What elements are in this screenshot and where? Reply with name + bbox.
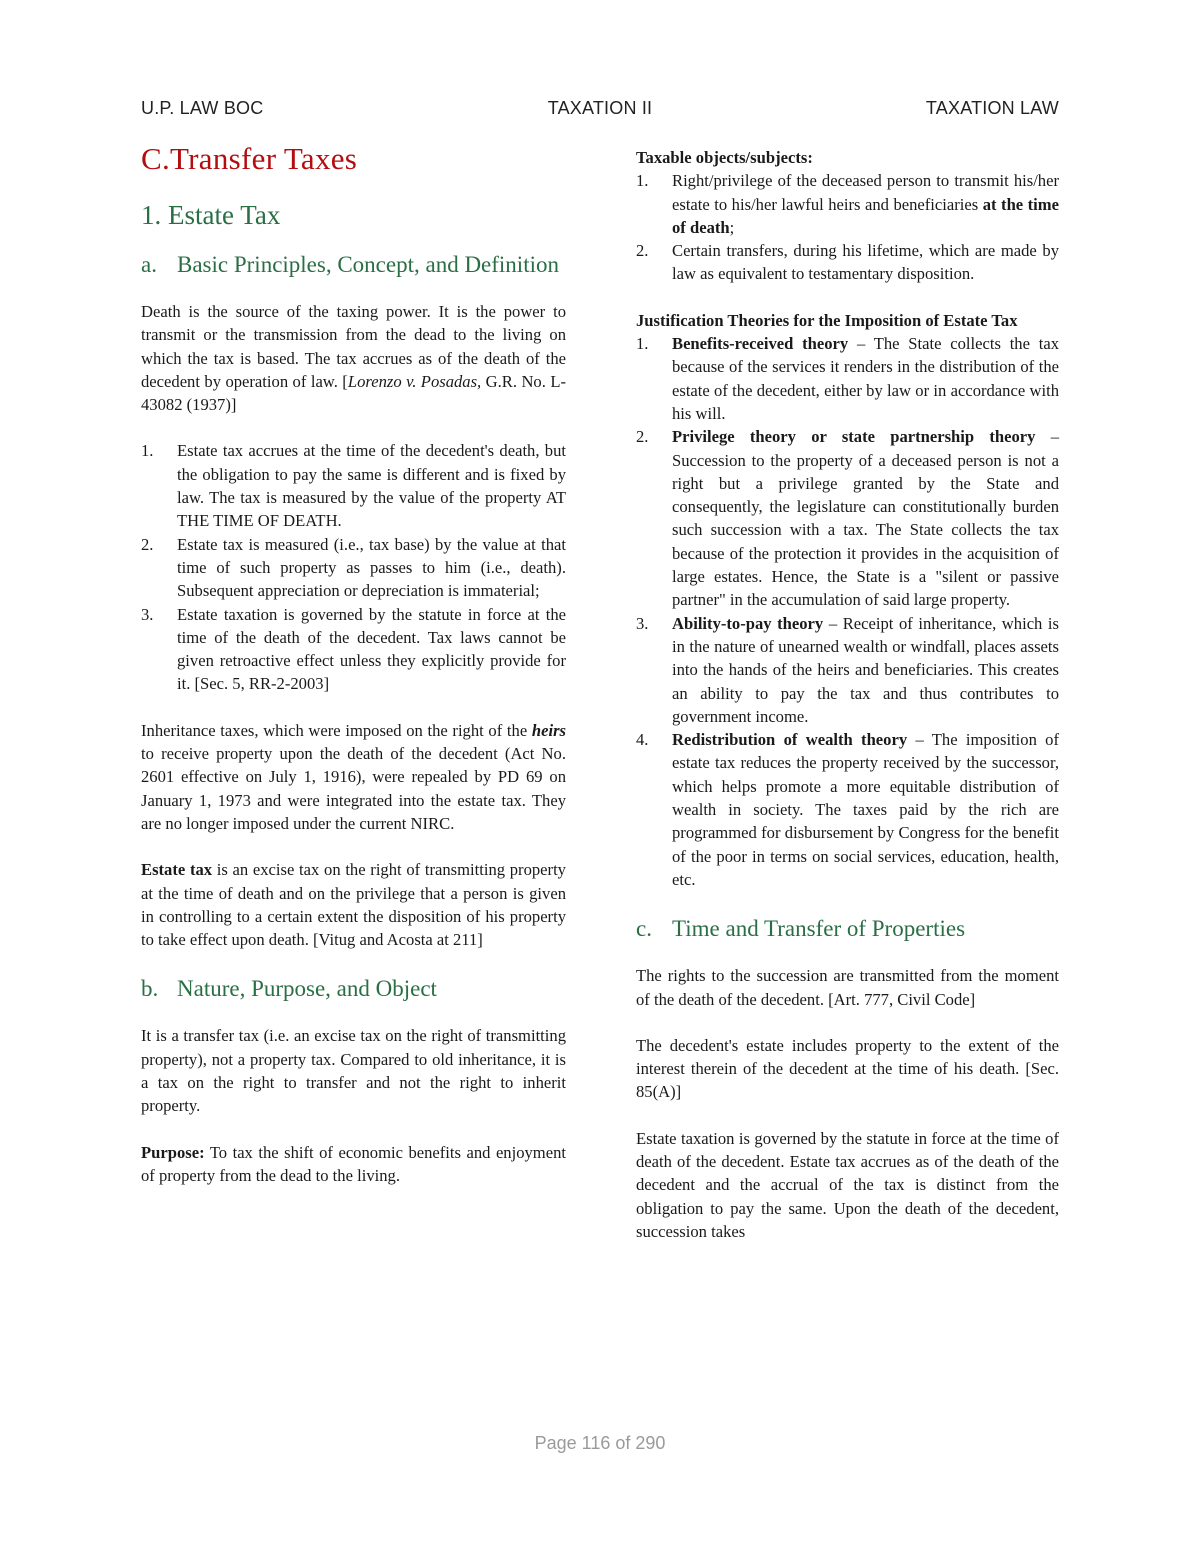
heading-c-title: Time and Transfer of Properties	[672, 916, 966, 942]
right-column	[636, 146, 1059, 1266]
paragraph-inheritance	[141, 719, 566, 835]
theory-text: – The imposition of estate tax reduces the property received by the successor, which helps promote a more equitable distribution of wealth in society. The taxes paid by the rich are programmed for disbursement by Congress for the benefit of the poor in terms on social services, education, health, etc.	[672, 730, 1060, 889]
section-title: C.Transfer Taxes	[141, 141, 358, 176]
paragraph-governed: Estate taxation is governed by the statute in force at the time of death of the decedent. Estate tax accrues as of the death of the decedent and the accrual of the tax is distinct from the obligation to pay the same. Upon the death of the decedent, succession takes	[636, 1128, 1059, 1241]
subsection-number: 1.	[141, 200, 162, 230]
list-text: Estate tax accrues at the time of the decedent's death, but the obligation to pay the same is different and is fixed by law. The tax is measured by the value of the property AT THE TIME OF DEATH.	[177, 441, 566, 531]
list-text-main: Right/privilege of the deceased person to transmit his/her estate to his/her lawful heirs and beneficiaries	[672, 171, 1059, 214]
paragraph-death: Death is the source of the taxing power. It is the power to transmit or the transmission from the dead to the living on which the tax is based. The tax accrues as of the death of the decedent by operation of law. [Lorenzo v. Posadas, G.R. No. L-43082 (1937)]	[141, 302, 566, 415]
citation-case: Lorenzo v. Posadas,	[347, 371, 482, 391]
list-number: 4.	[636, 730, 649, 750]
theory-name: Redistribution of wealth theory	[672, 730, 908, 750]
list-text: Estate taxation is governed by the statute in force at the time of the death of the decedent. Tax laws cannot be given retroactive effect unless they explicitly provide for it. [Sec. 5, RR-2-2003]	[177, 604, 566, 694]
purpose-text: To tax the shift of economic benefits and enjoyment of property from the dead to the living.	[141, 1142, 566, 1185]
heading-c	[636, 914, 1059, 944]
theories-list	[636, 332, 1059, 891]
header-left: U.P. LAW BOC	[141, 98, 264, 118]
heading-a-title: Basic Principles, Concept, and Definition	[177, 252, 559, 277]
paragraph-decedent-estate: The decedent's estate includes property to the extent of the interest therein of the decedent at the time of his death. [Sec. 85(A)]	[636, 1035, 1059, 1102]
justification-heading: Justification Theories for the Imposition of Estate Tax	[636, 310, 1018, 330]
list-number: 1.	[636, 171, 649, 191]
paragraph-nature: It is a transfer tax (i.e. an excise tax on the right of transmitting property), not a property tax. Compared to old inheritance, it is a tax on the right to transfer and not the right to inherit property.	[141, 1026, 566, 1116]
paragraph-succession: The rights to the succession are transmitted from the moment of the death of the decedent. [Art. 777, Civil Code]	[636, 966, 1059, 1009]
inheritance-text-a: Inheritance taxes, which were imposed on the right of the	[141, 720, 528, 740]
taxable-list	[636, 169, 1059, 285]
citation-rest: G.R. No. L-43082 (1937)]	[141, 371, 566, 415]
list-item	[636, 612, 1059, 728]
theory-text: – Receipt of inheritance, which is in the nature of unearned wealth or windfall, places assets into the hands of the heirs and beneficiaries. This creates an ability to pay the tax and thus contributes to government income.	[672, 613, 1060, 726]
list-number: 1.	[141, 441, 154, 461]
heading-b-title: Nature, Purpose, and Object	[177, 976, 437, 1002]
list-text	[672, 169, 1059, 239]
paragraph-death-text: Death is the source of the taxing power. It is the power to transmit or the transmission from the dead to the living on which the tax is based. The tax accrues as of the death of the decedent by operation of law.	[141, 302, 566, 391]
list-item	[636, 728, 1059, 891]
subsection-title: Estate Tax	[168, 200, 281, 230]
list-number: 3.	[636, 613, 649, 633]
accrual-list	[141, 439, 566, 695]
estate-tax-term: Estate tax	[141, 860, 213, 880]
estate-tax-definition: is an excise tax on the right of transmitting property at the time of death and on the privilege that a person is given in controlling to a certain extent the disposition of his property to take effect upon death. [Vitug and Acosta at 211]	[141, 860, 566, 950]
list-item	[141, 603, 566, 696]
list-text	[672, 612, 1059, 728]
heirs-term: heirs	[531, 720, 566, 740]
list-item	[636, 239, 1059, 286]
left-column	[141, 140, 566, 1210]
header-right: TAXATION LAW	[925, 98, 1059, 118]
heading-b-letter: b.	[141, 976, 159, 1002]
list-number: 2.	[141, 534, 154, 554]
list-item	[636, 425, 1059, 611]
list-number: 3.	[141, 604, 154, 624]
subsection-heading	[141, 198, 566, 232]
theory-name: Benefits-received theory	[672, 334, 849, 354]
list-text	[672, 728, 1059, 891]
list-text	[672, 332, 1059, 425]
heading-c-letter: c.	[636, 916, 652, 942]
theory-text: – The State collects the tax because of the services it renders in the distribution of the estate of the decedent, either by law or in accordance with his will.	[672, 334, 1060, 423]
list-text-end: ;	[729, 217, 735, 237]
list-item	[141, 533, 566, 603]
theory-text: – Succession to the property of a deceased person is not a right but a privilege granted by the State and consequently, the legislature can constitutionally burden such succession with a tax. The State collects the tax because of the protection it provides in the acquisition of large estates. Hence, the State is a "silent or passive partner" in the accumulation of said large property.	[672, 427, 1059, 610]
list-item	[636, 332, 1059, 425]
taxable-heading: Taxable objects/subjects:	[636, 148, 813, 167]
list-number: 1.	[636, 334, 649, 354]
list-text: Estate tax is measured (i.e., tax base) by the value at that time of such property as passes to him (i.e., death). Subsequent appreciation or depreciation is immaterial;	[177, 534, 566, 601]
list-text	[672, 425, 1059, 611]
heading-a-letter: a.	[141, 252, 157, 277]
heading-a	[141, 250, 566, 280]
heading-b	[141, 974, 566, 1004]
list-text-bold: at the time of death	[672, 194, 1059, 237]
inheritance-text-b: to receive property upon the death of the decedent (Act No. 2601 effective on July 1, 1916), were repealed by PD 69 on January 1, 1973 and were integrated into the estate tax. They are no longer imposed under the current NIRC.	[141, 744, 566, 833]
list-item	[141, 439, 566, 532]
purpose-label: Purpose:	[141, 1142, 205, 1162]
theory-name: Ability-to-pay theory	[672, 613, 824, 633]
page-number: Page 116 of 290	[534, 1433, 666, 1453]
theory-name: Privilege theory or state partnership theory	[672, 427, 1036, 447]
header-center: TAXATION II	[547, 98, 653, 118]
list-number: 2.	[636, 427, 649, 447]
paragraph-estate-tax	[141, 858, 566, 951]
list-text: Certain transfers, during his lifetime, which are made by law as equivalent to testamentary disposition.	[672, 241, 1059, 284]
list-number: 2.	[636, 241, 649, 261]
paragraph-purpose	[141, 1141, 566, 1188]
list-item	[636, 169, 1059, 239]
